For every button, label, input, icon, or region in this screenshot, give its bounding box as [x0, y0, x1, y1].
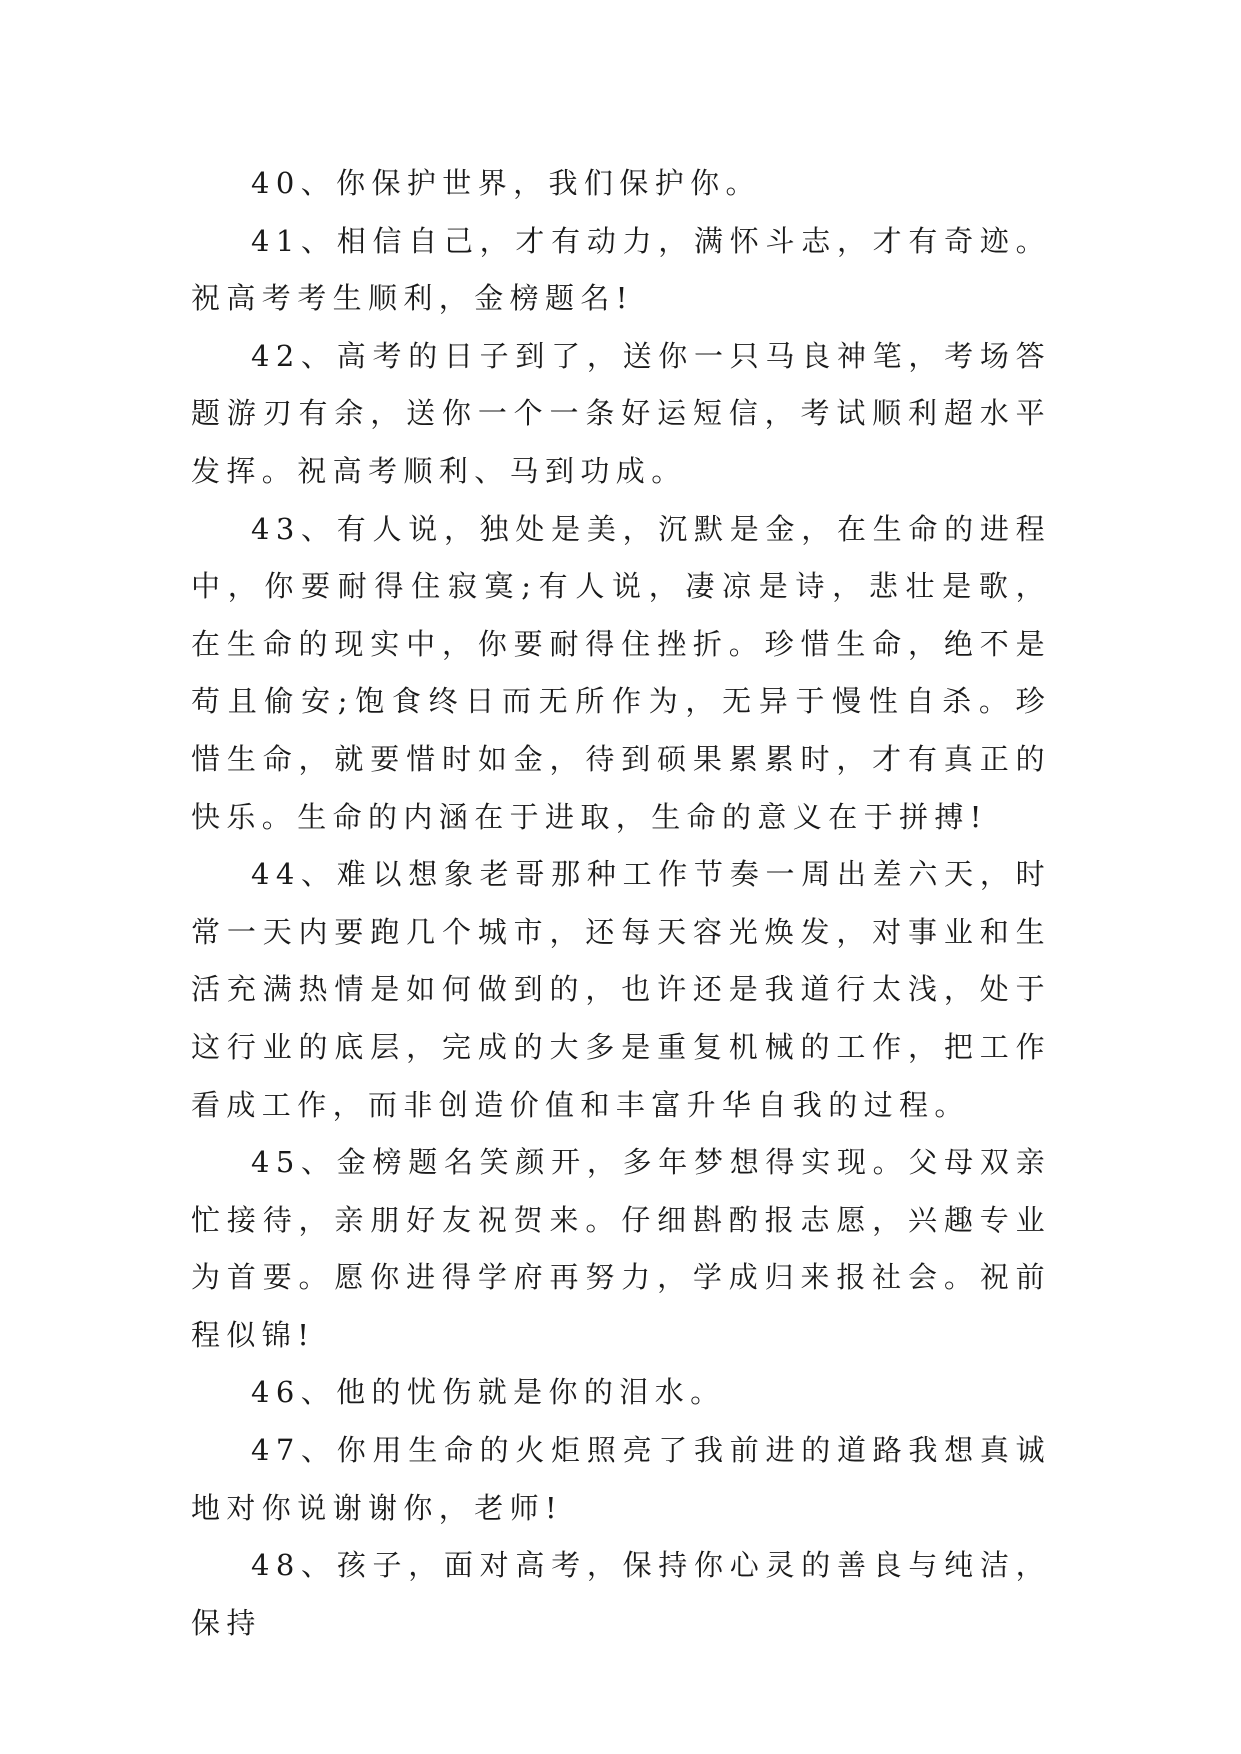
- paragraph-47: 47、你用生命的火炬照亮了我前进的道路我想真诚地对你说谢谢你，老师!: [191, 1433, 1051, 1525]
- paragraph-45: 45、金榜题名笑颜开，多年梦想得实现。父母双亲忙接待，亲朋好友祝贺来。仔细斟酌报志愿，兴趣专业为首要。愿你进得学府再努力，学成归来报社会。祝前程似锦!: [191, 1145, 1051, 1352]
- paragraph-40: 40、你保护世界，我们保护你。: [251, 166, 761, 200]
- paragraph-44: 44、难以想象老哥那种工作节奏一周出差六天，时常一天内要跑几个城市，还每天容光焕发，对事业和生活充满热情是如何做到的，也许还是我道行太浅，处于这行业的底层，完成的大多是重复机械的工作，把工作看成工作，而非创造价值和丰富升华自我的过程。: [191, 857, 1051, 1122]
- paragraph-41: 41、相信自己，才有动力，满怀斗志，才有奇迹。祝高考考生顺利，金榜题名!: [191, 223, 1051, 316]
- document-body: [191, 155, 1051, 1652]
- paragraph-43: 43、有人说，独处是美，沉默是金，在生命的进程中，你要耐得住寂寞;有人说，凄凉是诗，悲壮是歌，在生命的现实中，你要耐得住挫折。珍惜生命，绝不是苟且偷安;饱食终日而无所作为，无异于慢性自杀。珍惜生命，就要惜时如金，待到硕果累累时，才有真正的快乐。生命的内涵在于进取，生命的意义在于拼搏!: [191, 511, 1051, 834]
- paragraph-42: 42、高考的日子到了，送你一只马良神笔，考场答题游刃有余，送你一个一条好运短信，考试顺利超水平发挥。祝高考顺利、马到功成。: [191, 338, 1051, 488]
- paragraph-48: 48、孩子，面对高考，保持你心灵的善良与纯洁，保持: [191, 1548, 1051, 1640]
- paragraph-46: 46、他的忧伤就是你的泪水。: [251, 1375, 726, 1410]
